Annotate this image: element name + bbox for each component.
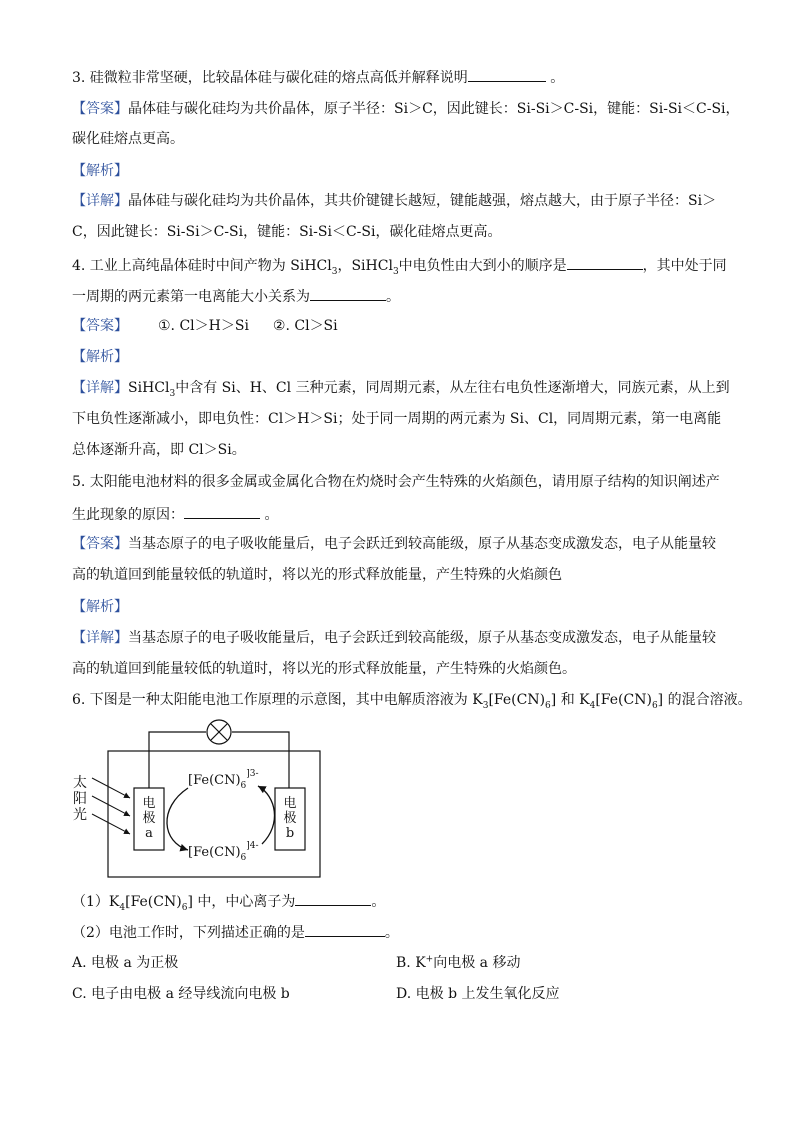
q4-blank-1[interactable]: [567, 255, 643, 270]
q5-stem: 5. 太阳能电池材料的很多金属或金属化合物在灼烧时会产生特殊的火焰颜色，请用原子结构的知识阐述产: [72, 474, 720, 490]
q5-answer: 【答案】当基态原子的电子吸收能量后，电子会跃迁到较高能级，原子从基态变成激发态，电子从能量较: [72, 536, 716, 552]
q3-stem: 3. 硅微粒非常坚硬，比较晶体硅与碳化硅的熔点高低并解释说明 。: [72, 67, 564, 87]
q3-answer-cont: 碳化硅熔点更高。: [72, 131, 184, 147]
electrode-a-label-2: 极: [142, 811, 156, 826]
q5-blank[interactable]: [184, 504, 260, 519]
ion-bottom-label: [$Fe(CN)_6^{]4-}$: [188, 841, 259, 863]
q5-detail-cont: 高的轨道回到能量较低的轨道时，将以光的形式释放能量，产生特殊的火焰颜色。: [72, 661, 576, 677]
q3-detail: 【详解】晶体硅与碳化硅均为共价晶体，其共价键键长越短，键能越强，熔点越大，由于原子半径：Si＞: [72, 193, 717, 209]
q6-blank-2[interactable]: [305, 922, 385, 937]
sunlight-arrow-2: [92, 796, 130, 816]
solar-cell-diagram: [70, 716, 330, 882]
electrode-b-label-3: b: [285, 826, 295, 841]
q3-answer: 【答案】晶体硅与碳化硅均为共价晶体，原子半径：Si＞C，因此键长：Si-Si＞C-Si，键能：Si-Si＜C-Si，: [72, 101, 740, 117]
sun-label-3: 光: [73, 807, 87, 823]
option-b[interactable]: B. K+向电极 a 移动: [396, 954, 521, 971]
q6-sub1: $(1)K_4[Fe(CN)_6]$ 中，中心离子为 。: [72, 891, 385, 911]
q4-answer: 【答案】 ①. Cl＞H＞Si ②. Cl＞Si: [72, 318, 338, 334]
detail-tag: 【详解】: [72, 193, 128, 209]
wire-right: [232, 732, 289, 788]
q6-blank-1[interactable]: [295, 891, 371, 906]
q4-blank-2[interactable]: [310, 286, 386, 301]
q3-detail-cont: C，因此键长：Si-Si＞C-Si，键能：Si-Si＜C-Si，碳化硅熔点更高。: [72, 224, 502, 240]
electrode-b-label-1: 电: [283, 796, 297, 811]
sunlight-arrow-1: [92, 778, 130, 798]
q3-blank[interactable]: [468, 67, 546, 82]
q5-analysis-tag: 【解析】: [72, 599, 128, 615]
q4-detail-cont: 下电负性逐渐减小，即电负性：Cl＞H＞Si；处于同一周期的两元素为 Si、Cl，同周期元素，第一电离能: [72, 411, 722, 427]
option-d[interactable]: D. 电极 b 上发生氧化反应: [396, 986, 560, 1002]
q5-stem-cont: 生此现象的原因： 。: [72, 504, 278, 524]
answer-tag: 【答案】: [72, 101, 128, 117]
cycle-arrow-left: [167, 788, 188, 850]
q3-analysis-tag: 【解析】: [72, 163, 128, 179]
q4-stem-cont: 一周期的两元素第一电离能大小关系为 。: [72, 286, 400, 306]
q5-detail: 【详解】当基态原子的电子吸收能量后，电子会跃迁到较高能级，原子从基态变成激发态，电子从能量较: [72, 630, 716, 646]
q6-stem: 6. 下图是一种太阳能电池工作原理的示意图，其中电解质溶液为 $K_3[Fe(CN)_6]$ 和 $K_4[Fe(CN)_6]$ 的混合溶液。: [72, 692, 752, 711]
q4-detail: 【详解】SiHCl$_3$中含有 Si、H、Cl 三种元素，同周期元素，从左往右电负性逐渐增大，同族元素，从上到: [72, 380, 730, 399]
option-c[interactable]: C. 电子由电极 a 经导线流向电极 b: [72, 986, 290, 1002]
cycle-arrow-right: [258, 786, 274, 844]
option-a[interactable]: A. 电极 a 为正极: [72, 955, 179, 971]
q6-sub2: （2）电池工作时，下列描述正确的是 。: [72, 922, 399, 942]
electrode-b-label-2: 极: [283, 811, 297, 826]
sun-label-1: 太: [73, 775, 87, 791]
lamp-icon: [207, 720, 231, 744]
q5-answer-cont: 高的轨道回到能量较低的轨道时，将以光的形式释放能量，产生特殊的火焰颜色: [72, 567, 562, 583]
electrode-a-label-3: a: [145, 826, 153, 841]
sunlight-arrow-3: [92, 814, 130, 834]
q4-detail-cont2: 总体逐渐升高，即 Cl＞Si。: [72, 442, 246, 458]
electrode-a-label-1: 电: [142, 796, 156, 811]
ion-top-label: [$Fe(CN)_6^{]3-}$: [188, 769, 259, 791]
sun-label-2: 阳: [73, 791, 87, 807]
q4-analysis-tag: 【解析】: [72, 349, 128, 365]
q4-stem: 4. 工业上高纯晶体硅时中间产物为 SiHCl$_3$，SiHCl$_3$中电负性由大到小的顺序是 ，其中处于同: [72, 255, 727, 275]
